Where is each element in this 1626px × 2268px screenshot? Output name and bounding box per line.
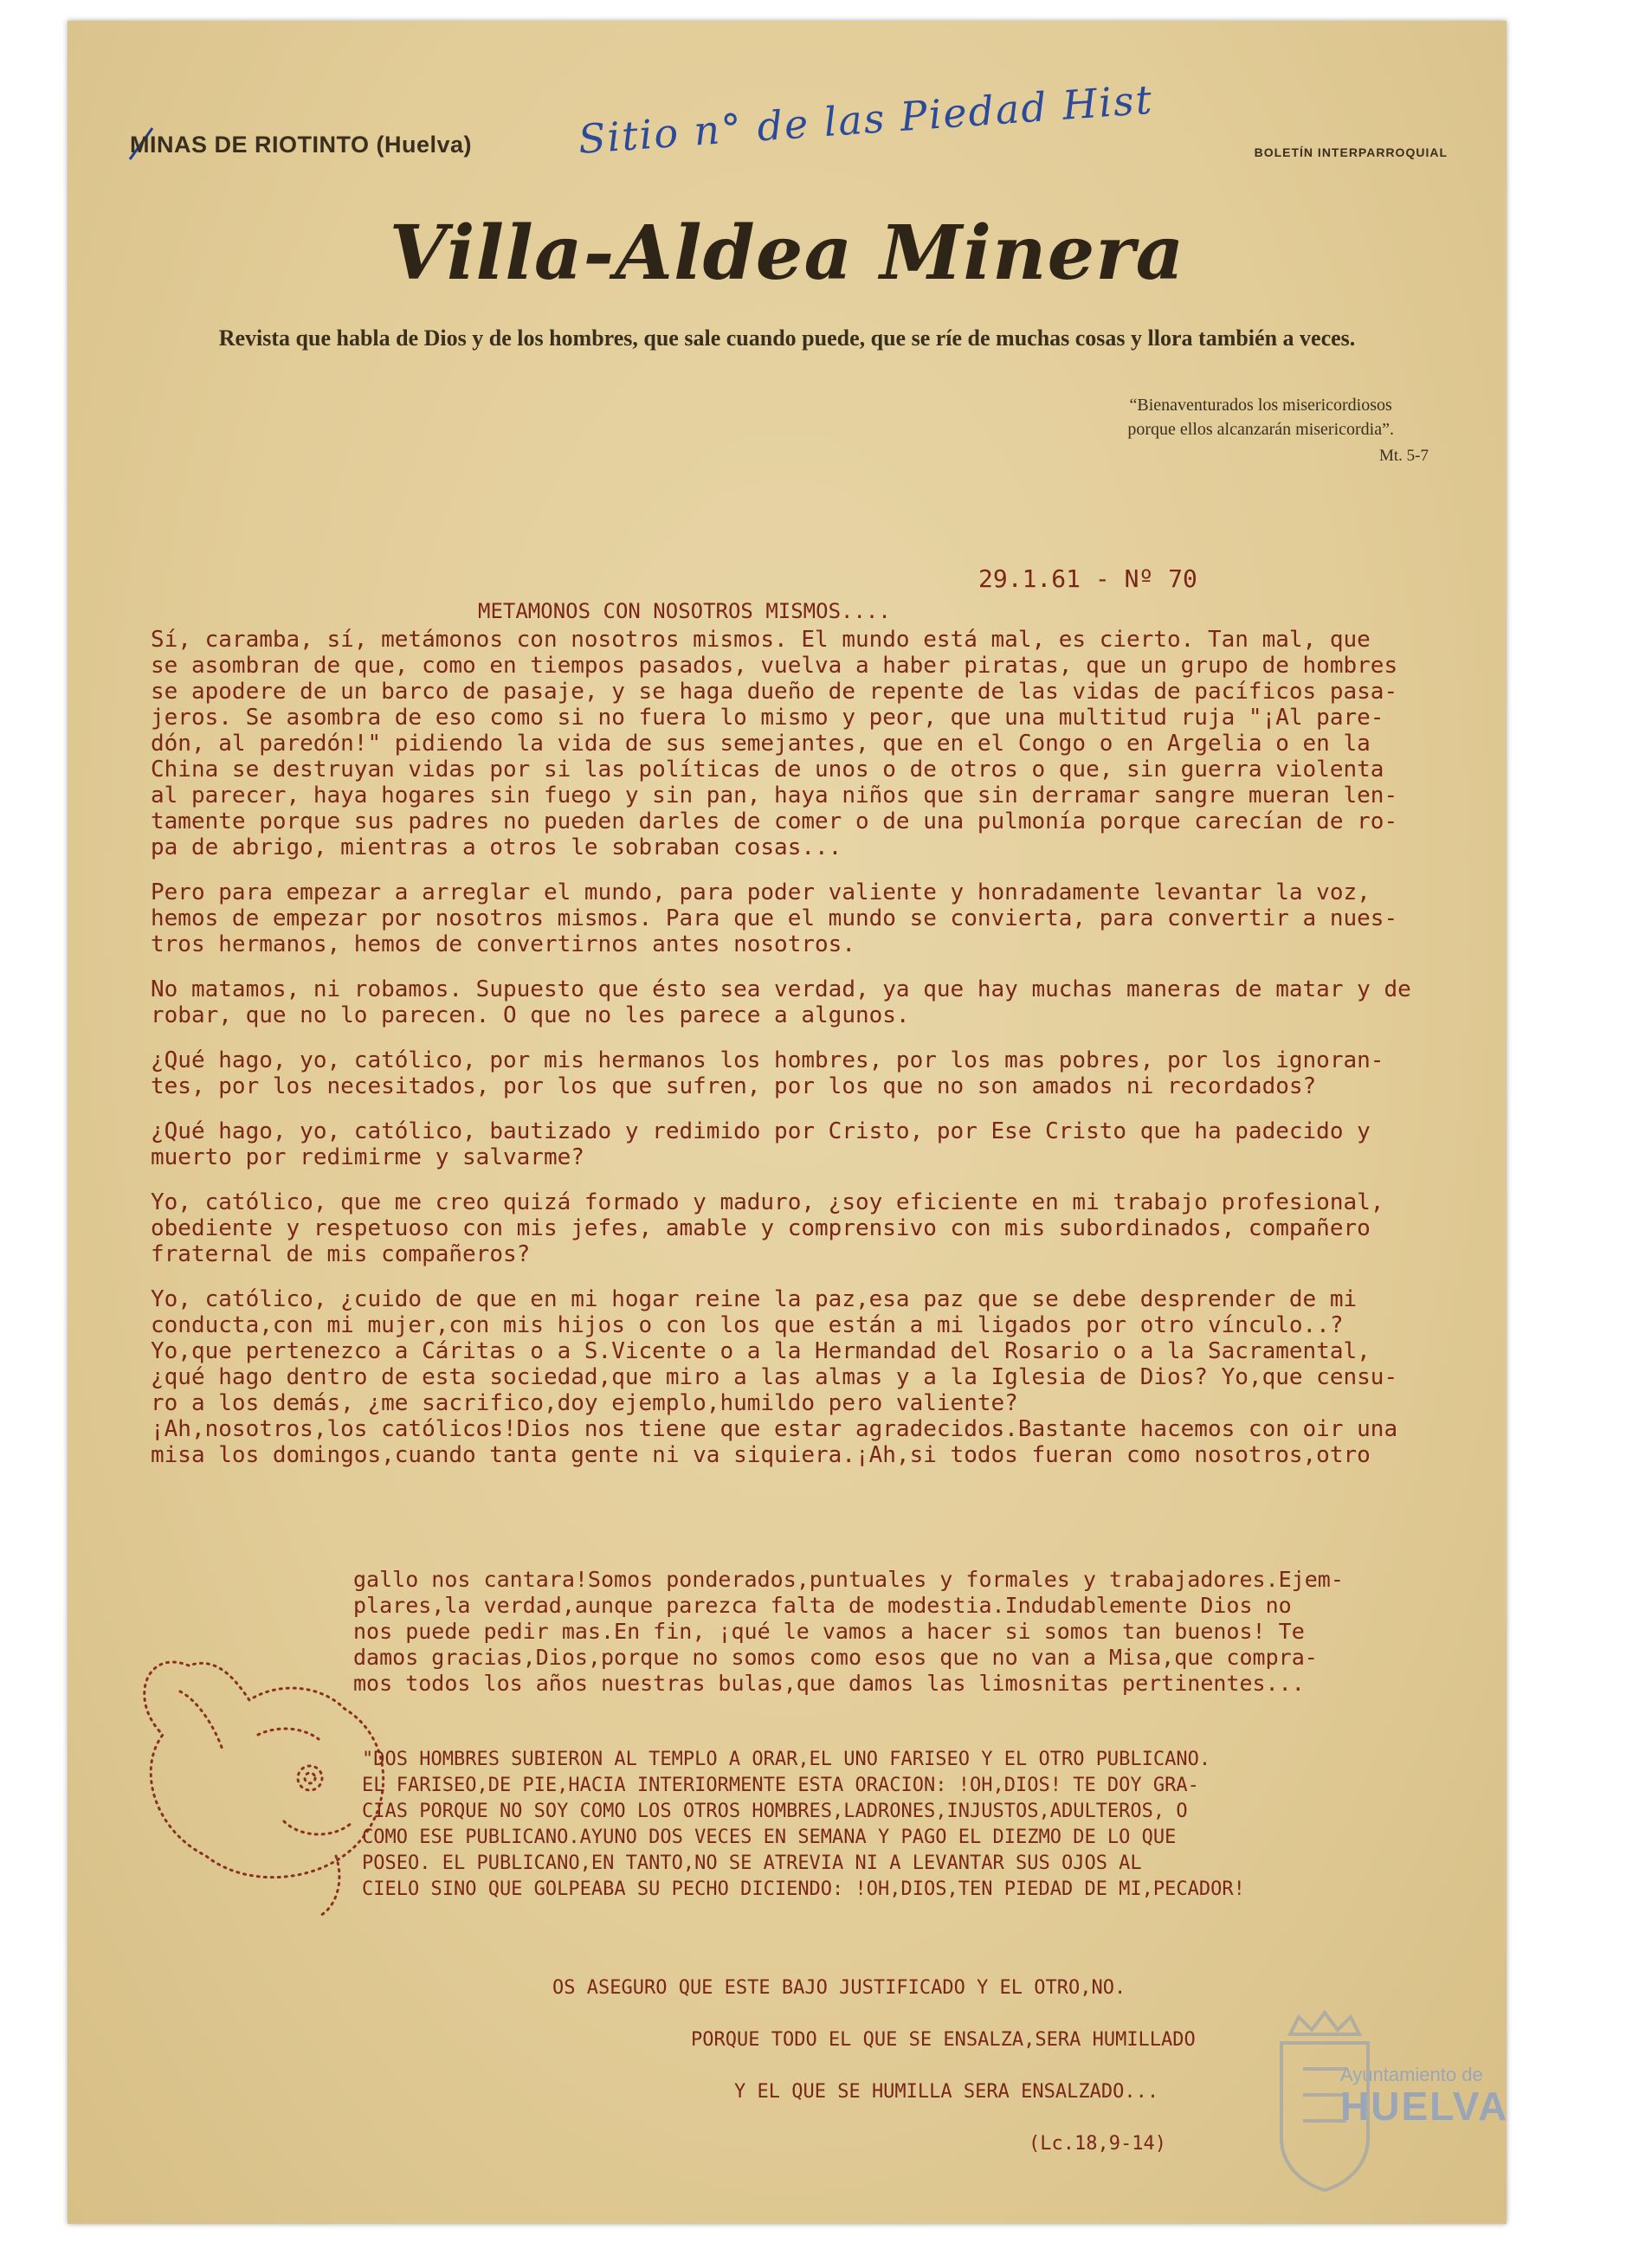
- masthead-title: Villa-Aldea Minera: [389, 209, 1185, 297]
- closing-quotation: [552, 1949, 1332, 2183]
- masthead-tagline: Revista que habla de Dios y de los hombres, que sale cuando puede, que se ríe de muchas cosas y llora también a veces.: [218, 325, 1356, 351]
- closing-line: OS ASEGURO QUE ESTE BAJO JUSTIFICADO Y EL OTRO,NO.: [552, 1977, 1126, 1999]
- paragraph: ¿Qué hago, yo, católico, por mis hermanos los hombres, por los mas pobres, por los ignoran- tes, por los necesitados, por los que sufren, por los que no son amados ni recordados?: [151, 1047, 1384, 1099]
- paragraph: Yo, católico, ¿cuido de que en mi hogar reine la paz,esa paz que se debe desprender de mi conducta,con mi mujer,con mis hijos o con los que están a mi ligados por otro vínculo..? Yo,que pertenezco a Cáritas o a S.Vicente o a la Hermandad del Rosario o a la Sacramental, ¿qué hago dentro de esta sociedad,que miro a las almas y a la Iglesia de Dios? Yo,que censu- ro a los demás, ¿me sacrifico,doy ejemplo,humildo pero valiente? ¡Ah,nosotros,los católicos!Dios nos tiene que estar agradecidos.Bastante hacemos con oir una misa los domingos,cuando tanta gente ni va siquiera.¡Ah,si todos fueran como nosotros,otro: [151, 1286, 1398, 1468]
- issue-date-number: 29.1.61 - Nº 70: [978, 564, 1197, 593]
- article-heading: METAMONOS CON NOSOTROS MISMOS....: [478, 599, 891, 623]
- epigraph: [1127, 393, 1394, 441]
- header-bulletin-label: BOLETÍN INTERPARROQUIAL: [1254, 145, 1448, 159]
- article-body: [151, 627, 1432, 1487]
- closing-line: Y EL QUE SE HUMILLA SERA ENSALZADO...: [734, 2081, 1159, 2103]
- epigraph-line: porque ellos alcanzarán misericordia”.: [1127, 420, 1394, 439]
- header-location: MINAS DE RIOTINTO (Huelva): [130, 132, 473, 158]
- paragraph: ¿Qué hago, yo, católico, bautizado y redimido por Cristo, por Ese Cristo que ha padecido y muerto por redimirme y salvarme?: [151, 1118, 1371, 1170]
- watermark-text: [1340, 2064, 1508, 2129]
- epigraph-reference: Mt. 5-7: [1379, 447, 1429, 465]
- handwritten-annotation: Sitio n° de las Piedad Hist: [577, 75, 1155, 163]
- watermark-line: Ayuntamiento de: [1340, 2064, 1483, 2085]
- paragraph: Sí, caramba, sí, metámonos con nosotros mismos. El mundo está mal, es cierto. Tan mal, que se asombran de que, como en tiempos pasados, vuelva a haber piratas, que un grupo de hombres se apodere de un barco de pasaje, y se haga dueño de repente de las vidas de pacíficos pasa- jeros. Se asombra de eso como si no fuera lo mismo y peor, que una multitud ruja "¡Al pare- dón, al paredón!" pidiendo la vida de sus semejantes, que en el Congo o en Argelia o en la China se destruyan vidas por si las políticas de unos o de otros o que, sin guerra violenta al parecer, haya hogares sin fuego y sin pan, haya niños que sin derramar sangre mueran len- tamente porque sus padres no pueden darles de comer o de una pulmonía porque carecían de ro- pa de abrigo, mientras a otros le sobraban cosas...: [151, 627, 1398, 860]
- closing-line: PORQUE TODO EL QUE SE ENSALZA,SERA HUMILLADO: [691, 2029, 1196, 2051]
- gospel-quotation: "DOS HOMBRES SUBIERON AL TEMPLO A ORAR,EL UNO FARISEO Y EL OTRO PUBLICANO. EL FARISEO,DE PIE,HACIA INTERIORMENTE ESTA ORACION: !OH,DIOS! TE DOY GRA- CIAS PORQUE NO SOY COMO LOS OTROS HOMBRES,LADRONES,INJUSTOS,ADULTEROS, O COMO ESE PUBLICANO.AYUNO DOS VECES EN SEMANA Y PAGO EL DIEZMO DE LO QUE POSEO. EL PUBLICANO,EN TANTO,NO SE ATREVIA NI A LEVANTAR SUS OJOS AL CIELO SINO QUE GOLPEABA SU PECHO DICIENDO: !OH,DIOS,TEN PIEDAD DE MI,PECADOR!: [362, 1749, 1245, 1900]
- epigraph-line: “Bienaventurados los misericordiosos: [1129, 396, 1392, 415]
- watermark-city: HUELVA: [1340, 2084, 1509, 2129]
- document-sheet: [68, 21, 1507, 2224]
- scripture-reference: (Lc.18,9-14): [1029, 2133, 1166, 2155]
- indented-paragraph: gallo nos cantara!Somos ponderados,puntuales y formales y trabajadores.Ejem- plares,la verdad,aunque parezca falta de modestia.Indudablemente Dios no nos puede pedir mas.En fin, ¡qué le vamos a hacer si somos tan buenos! Te damos gracias,Dios,porque no somos como esos que no van a Misa,que compra- mos todos los años nuestras bulas,que damos las limosnitas pertinentes...: [353, 1567, 1344, 1696]
- paragraph: Pero para empezar a arreglar el mundo, para poder valiente y honradamente levantar la voz, hemos de empezar por nosotros mismos. Para que el mundo se convierta, para convertir a nues- tros hermanos, hemos de convertirnos antes nosotros.: [151, 879, 1398, 957]
- paragraph: No matamos, ni robamos. Supuesto que ésto sea verdad, ya que hay muchas maneras de matar y de robar, que no lo parecen. O que no les parece a algunos.: [151, 976, 1411, 1028]
- paragraph: Yo, católico, que me creo quizá formado y maduro, ¿soy eficiente en mi trabajo profesional, obediente y respetuoso con mis jefes, amable y comprensivo con mis subordinados, compañero fraternal de mis compañeros?: [151, 1189, 1384, 1267]
